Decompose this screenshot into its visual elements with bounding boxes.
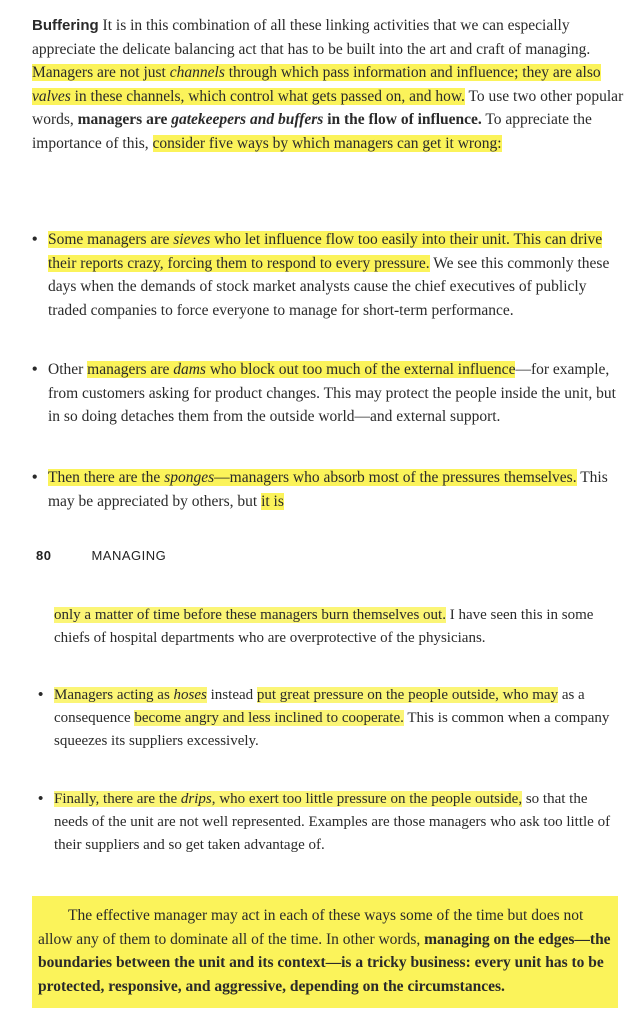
bullet-text-2e: —for example, from customers asking for product changes. This may protect the people inside the unit, but in so doing detaches them from the outside world—and external support. [48,361,616,425]
list-item-dams [32,358,620,429]
bullet-text-3a: Then there are the [48,469,165,486]
bullet-dot: • [32,469,38,486]
bullet-text-5c: , who exert too little pressure on the people outside, [211,791,523,807]
bullet-text-1d: We see this commonly these days when the demands of stock market analysts cause the chief executives of publicly traded companies to force everyone to manage for short-term performance. [48,254,610,319]
intro-highlight-2: through which pass information and influence; they are also [224,64,601,81]
page-footer [36,548,166,563]
list-item-sieves [32,228,620,322]
bullet-text-4e: as a consequence [54,687,585,726]
intro-highlight-1: Managers are not just [32,64,170,81]
list-item-drips [38,788,614,857]
bullet-text-4f: become angry and less inclined to cooperate. [134,710,404,726]
bullet-term-hoses: hoses [173,687,207,703]
intro-text-3: To appreciate the importance of this, [32,111,592,152]
bullet-text-4g: This is common when a company squeezes its suppliers excessively. [54,710,610,749]
bullet-term-drips: drips [180,791,212,807]
page-number: 80 [36,548,52,563]
continued-text: I have seen this in some chiefs of hospital departments who are overprotective of the physicians. [54,607,594,646]
intro-highlight-4: consider five ways by which managers can get it wrong: [152,134,502,152]
bullet-dot: • [32,361,38,378]
list-item-sponges [32,466,620,513]
continued-highlight: only a matter of time before these managers burn themselves out. [54,607,446,623]
running-head: MANAGING [91,548,167,563]
closing-bold-text: managing on the edges—the boundaries between the unit and its context—is a tricky business: every unit has to be protected, responsive, and aggressive, depending on the circumstances. [38,930,611,995]
intro-text-1: It is in this combination of all these linking activities that we can especially appreciate the delicate balancing act that has to be built into the art and craft of managing. [32,17,591,58]
bullet-text-4c: instead [206,687,257,703]
bullet-term-dams: dams [173,361,206,378]
bullet-text-2d: who block out too much of the external influence [205,361,516,378]
bullet-text-1c: who let influence flow too easily into their unit. This can drive their reports crazy, forcing them to respond to every pressure. [48,231,603,272]
intro-term-channels: channels [169,64,225,81]
section-heading: Buffering [32,17,99,34]
bullet-term-sieves: sieves [173,231,211,248]
bullet-dot: • [32,231,38,248]
intro-paragraph [32,14,628,155]
bullet-text-3d: This may be appreciated by others, but [48,469,608,510]
bullet-text-4a: Managers acting as [54,687,174,703]
list-item-hoses [38,684,614,753]
bullet-text-5d: so that the needs of the unit are not well represented. Examples are those managers who ask too little of their suppliers and so get taken advantage of. [54,791,611,853]
intro-term-valves: valves [32,87,71,105]
bullet-dot: • [38,687,44,703]
bullet-text-2a: Other [48,361,88,378]
bullet-text-2b: managers are [87,361,174,378]
bullet-term-sponges: sponges [164,469,215,486]
continued-paragraph [54,604,614,650]
bullet-text-3c: —managers who absorb most of the pressures themselves. [214,469,577,486]
bullet-text-5a: Finally, there are the [54,791,181,807]
intro-text-2: To use two other popular words, [32,87,624,128]
bullet-text-1a: Some managers are [48,231,174,248]
bullet-text-4d: put great pressure on the people outside, who may [256,687,559,703]
bullet-text-3e: it is [261,492,284,510]
intro-bold-italic: gatekeepers and buffers [171,111,324,128]
intro-bold-2: in the flow of influence. [323,111,482,128]
closing-text: The effective manager may act in each of these ways some of the time but does not allow any of them to dominate all of the time. In other words, [38,907,584,948]
closing-paragraph [32,896,618,1008]
bullet-dot: • [38,791,44,807]
intro-highlight-3: in these channels, which control what gets passed on, and how. [70,87,465,105]
intro-bold-1: managers are [77,111,172,128]
